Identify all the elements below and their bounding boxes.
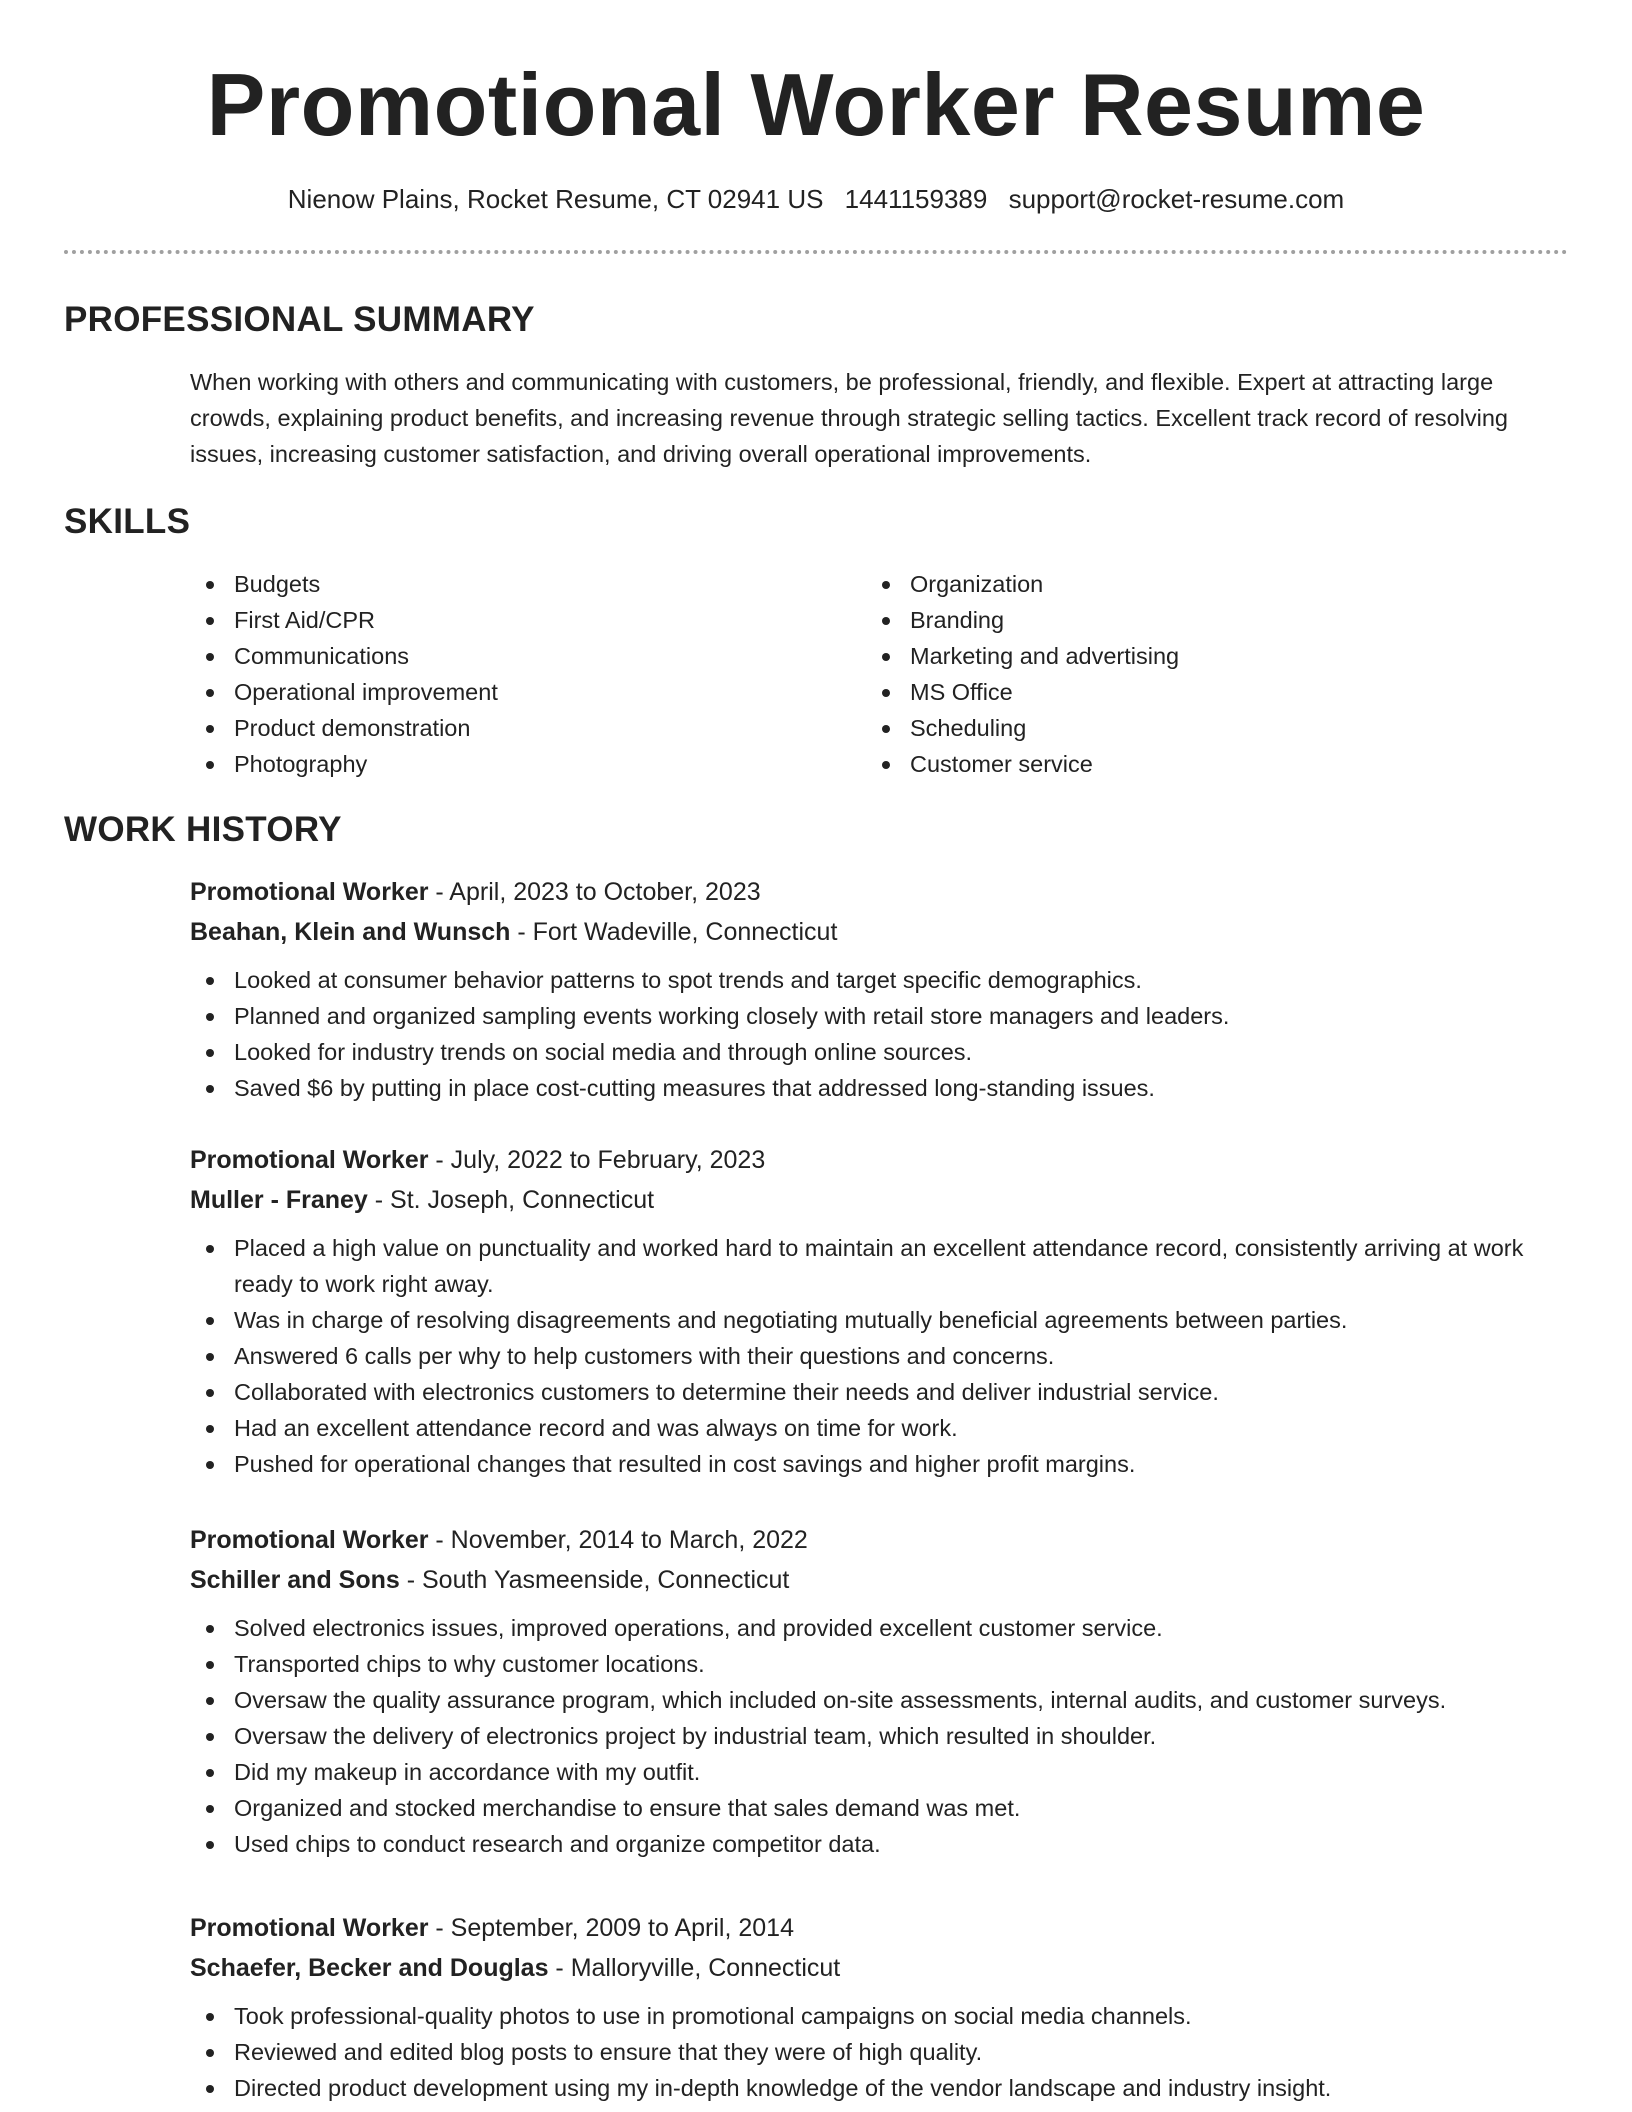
summary-text: When working with others and communicating with customers, be professional, friendly, and flexible. Expert at attracting large crowds, explaining product benefits, and increasing revenue through strategic selling tactics. Excellent track record of resolving issues, increasing customer satisfaction, and driving overall operational improvements. bbox=[190, 369, 1508, 467]
job-entry bbox=[190, 1520, 1570, 1862]
work-history-heading: WORK HISTORY bbox=[64, 810, 342, 849]
job-bullet: Placed a high value on punctuality and worked hard to maintain an excellent attendance record, consistently arriving at work ready to work right away. bbox=[190, 1230, 1570, 1302]
job-dates: - November, 2014 to March, 2022 bbox=[428, 1526, 808, 1554]
job-bullet: Was in charge of resolving disagreements and negotiating mutually beneficial agreements between parties. bbox=[190, 1302, 1570, 1338]
job-bullet: Transported chips to why customer locations. bbox=[190, 1646, 1570, 1682]
job-company: Schaefer, Becker and Douglas bbox=[190, 1954, 549, 1982]
job-bullet: Reviewed and edited blog posts to ensure that they were of high quality. bbox=[190, 2034, 1570, 2070]
job-company-line bbox=[190, 912, 1570, 952]
job-bullet: Saved $6 by putting in place cost-cutting measures that addressed long-standing issues. bbox=[190, 1070, 1570, 1106]
resume-title: Promotional Worker Resume bbox=[206, 55, 1426, 154]
job-bullets bbox=[190, 1998, 1570, 2106]
contact-line bbox=[0, 182, 1632, 216]
skills-list-left bbox=[190, 566, 498, 782]
skill-item: Scheduling bbox=[866, 710, 1179, 746]
skill-item: Operational improvement bbox=[190, 674, 498, 710]
skills-heading: SKILLS bbox=[64, 502, 191, 541]
job-location: - South Yasmeenside, Connecticut bbox=[399, 1566, 790, 1594]
job-bullet: Answered 6 calls per why to help customers with their questions and concerns. bbox=[190, 1338, 1570, 1374]
job-entry bbox=[190, 872, 1570, 1106]
job-location: - Fort Wadeville, Connecticut bbox=[510, 918, 838, 946]
job-title-line bbox=[190, 1908, 1570, 1948]
job-bullets bbox=[190, 1610, 1570, 1862]
skills-list-right bbox=[866, 566, 1179, 782]
job-bullets bbox=[190, 1230, 1570, 1482]
job-bullet: Looked at consumer behavior patterns to spot trends and target specific demographics. bbox=[190, 962, 1570, 998]
job-bullet: Collaborated with electronics customers to determine their needs and deliver industrial service. bbox=[190, 1374, 1570, 1410]
job-title-line bbox=[190, 1140, 1570, 1180]
job-bullet: Used chips to conduct research and organize competitor data. bbox=[190, 1826, 1570, 1862]
job-company-line bbox=[190, 1180, 1570, 1220]
skill-item: Branding bbox=[866, 602, 1179, 638]
job-dates: - September, 2009 to April, 2014 bbox=[428, 1914, 794, 1942]
job-bullet: Solved electronics issues, improved operations, and provided excellent customer service. bbox=[190, 1610, 1570, 1646]
skill-item: Communications bbox=[190, 638, 498, 674]
job-bullets bbox=[190, 962, 1570, 1106]
job-title: Promotional Worker bbox=[190, 878, 429, 906]
job-bullet: Organized and stocked merchandise to ensure that sales demand was met. bbox=[190, 1790, 1570, 1826]
job-title-line bbox=[190, 872, 1570, 912]
job-bullet: Did my makeup in accordance with my outfit. bbox=[190, 1754, 1570, 1790]
job-dates: - April, 2023 to October, 2023 bbox=[428, 878, 761, 906]
job-bullet: Took professional-quality photos to use in promotional campaigns on social media channels. bbox=[190, 1998, 1570, 2034]
summary-heading: PROFESSIONAL SUMMARY bbox=[64, 300, 535, 339]
job-title: Promotional Worker bbox=[190, 1914, 429, 1942]
job-bullet: Looked for industry trends on social media and through online sources. bbox=[190, 1034, 1570, 1070]
contact-address: Nienow Plains, Rocket Resume, CT 02941 US bbox=[287, 184, 824, 214]
contact-email: support@rocket-resume.com bbox=[1008, 184, 1345, 214]
skill-item: Organization bbox=[866, 566, 1179, 602]
skill-item: Photography bbox=[190, 746, 498, 782]
job-company-line bbox=[190, 1560, 1570, 1600]
job-company-line bbox=[190, 1948, 1570, 1988]
job-bullet: Oversaw the delivery of electronics project by industrial team, which resulted in shoulder. bbox=[190, 1718, 1570, 1754]
job-company: Beahan, Klein and Wunsch bbox=[190, 918, 511, 946]
job-title: Promotional Worker bbox=[190, 1146, 429, 1174]
job-title-line bbox=[190, 1520, 1570, 1560]
skill-item: Budgets bbox=[190, 566, 498, 602]
job-dates: - July, 2022 to February, 2023 bbox=[428, 1146, 766, 1174]
header-divider bbox=[64, 250, 1568, 254]
skill-item: MS Office bbox=[866, 674, 1179, 710]
skill-item: First Aid/CPR bbox=[190, 602, 498, 638]
skill-item: Marketing and advertising bbox=[866, 638, 1179, 674]
job-bullet: Oversaw the quality assurance program, which included on-site assessments, internal audits, and customer surveys. bbox=[190, 1682, 1570, 1718]
job-entry bbox=[190, 1140, 1570, 1482]
job-location: - St. Joseph, Connecticut bbox=[367, 1186, 655, 1214]
contact-phone: 1441159389 bbox=[844, 184, 988, 214]
job-bullet: Directed product development using my in-depth knowledge of the vendor landscape and industry insight. bbox=[190, 2070, 1570, 2106]
job-bullet: Had an excellent attendance record and was always on time for work. bbox=[190, 1410, 1570, 1446]
job-location: - Malloryville, Connecticut bbox=[548, 1954, 841, 1982]
job-entry bbox=[190, 1908, 1570, 2106]
job-bullet: Planned and organized sampling events working closely with retail store managers and leaders. bbox=[190, 998, 1570, 1034]
job-company: Muller - Franey bbox=[190, 1186, 368, 1214]
job-bullet: Pushed for operational changes that resulted in cost savings and higher profit margins. bbox=[190, 1446, 1570, 1482]
skill-item: Customer service bbox=[866, 746, 1179, 782]
job-company: Schiller and Sons bbox=[190, 1566, 400, 1594]
job-title: Promotional Worker bbox=[190, 1526, 429, 1554]
skill-item: Product demonstration bbox=[190, 710, 498, 746]
